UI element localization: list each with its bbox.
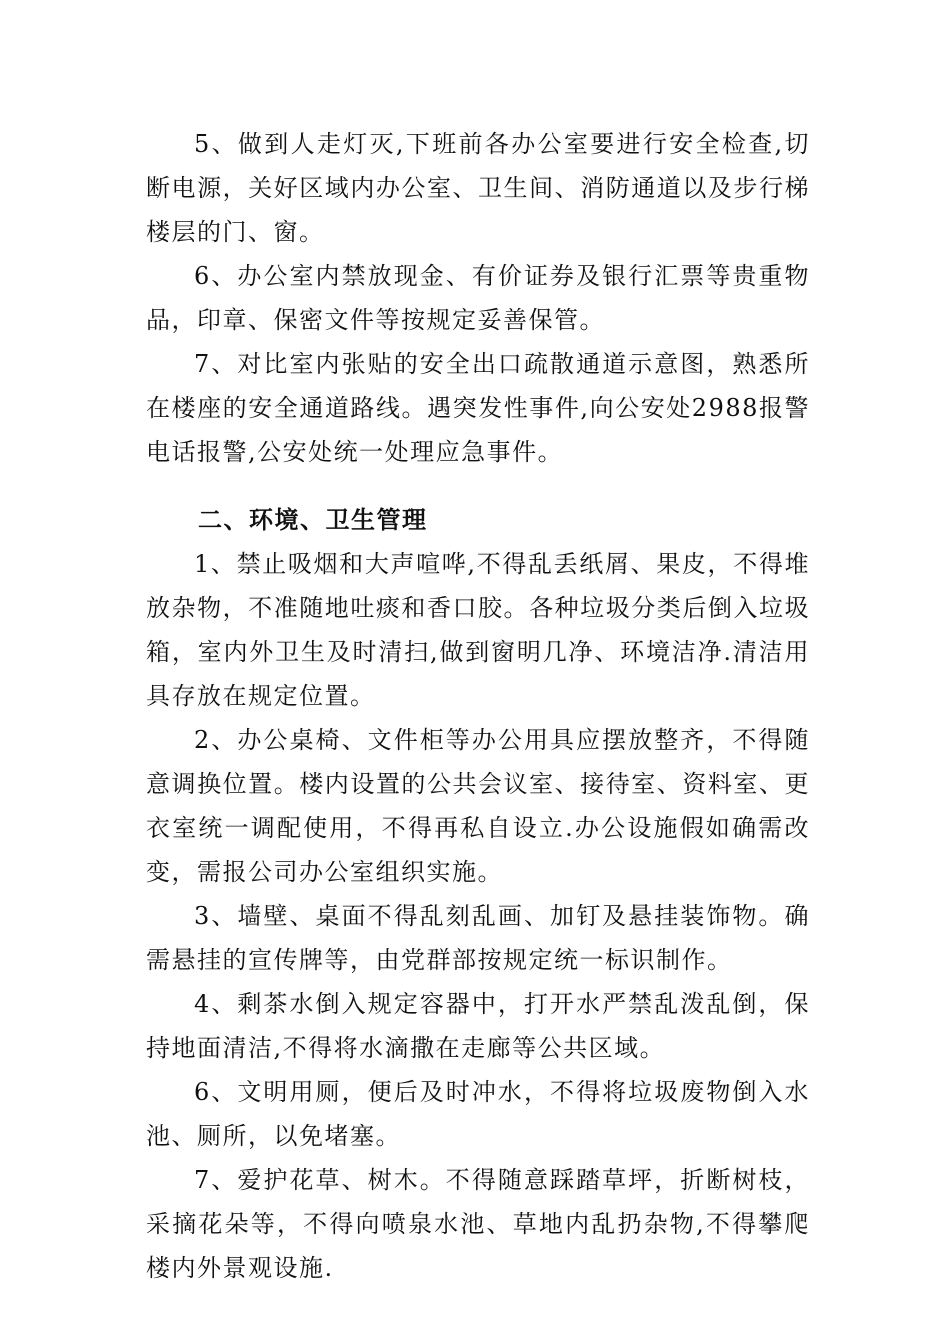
paragraph-item-7b: 7、爱护花草、树木。不得随意踩踏草坪，折断树枝，采摘花朵等，不得向喷泉水池、草地内乱扔杂物,不得攀爬楼内外景观设施.	[146, 1166, 810, 1282]
paragraph-item-2: 2、办公桌椅、文件柜等办公用具应摆放整齐，不得随意调换位置。楼内设置的公共会议室、接待室、资料室、更衣室统一调配使用，不得再私自设立.办公设施假如确需改变，需报公司办公室组织实施。	[146, 726, 810, 886]
paragraph-item-5: 5、做到人走灯灭,下班前各办公室要进行安全检查,切断电源，关好区域内办公室、卫生间、消防通道以及步行梯楼层的门、窗。	[146, 130, 810, 246]
paragraph-item-1: 1、禁止吸烟和大声喧哗,不得乱丢纸屑、果皮，不得堆放杂物，不准随地吐痰和香口胶。各种垃圾分类后倒入垃圾箱，室内外卫生及时清扫,做到窗明几净、环境洁净.清洁用具存放在规定位置。	[146, 550, 810, 710]
paragraph-item-7: 7、对比室内张贴的安全出口疏散通道示意图，熟悉所在楼座的安全通道路线。遇突发性事件,向公安处2988报警电话报警,公安处统一处理应急事件。	[146, 350, 810, 466]
paragraph-item-3: 3、墙壁、桌面不得乱刻乱画、加钉及悬挂装饰物。确需悬挂的宣传牌等，由党群部按规定统一标识制作。	[146, 902, 810, 974]
paragraph-item-6b: 6、文明用厕，便后及时冲水，不得将垃圾废物倒入水池、厕所，以免堵塞。	[146, 1078, 810, 1150]
section-heading-environment-hygiene: 二、环境、卫生管理	[198, 506, 428, 534]
paragraph-item-4: 4、剩茶水倒入规定容器中，打开水严禁乱泼乱倒，保持地面清洁,不得将水滴撒在走廊等公共区域。	[146, 990, 810, 1062]
paragraph-item-6: 6、办公室内禁放现金、有价证券及银行汇票等贵重物品，印章、保密文件等按规定妥善保管。	[146, 262, 810, 334]
document-page	[146, 122, 810, 1290]
